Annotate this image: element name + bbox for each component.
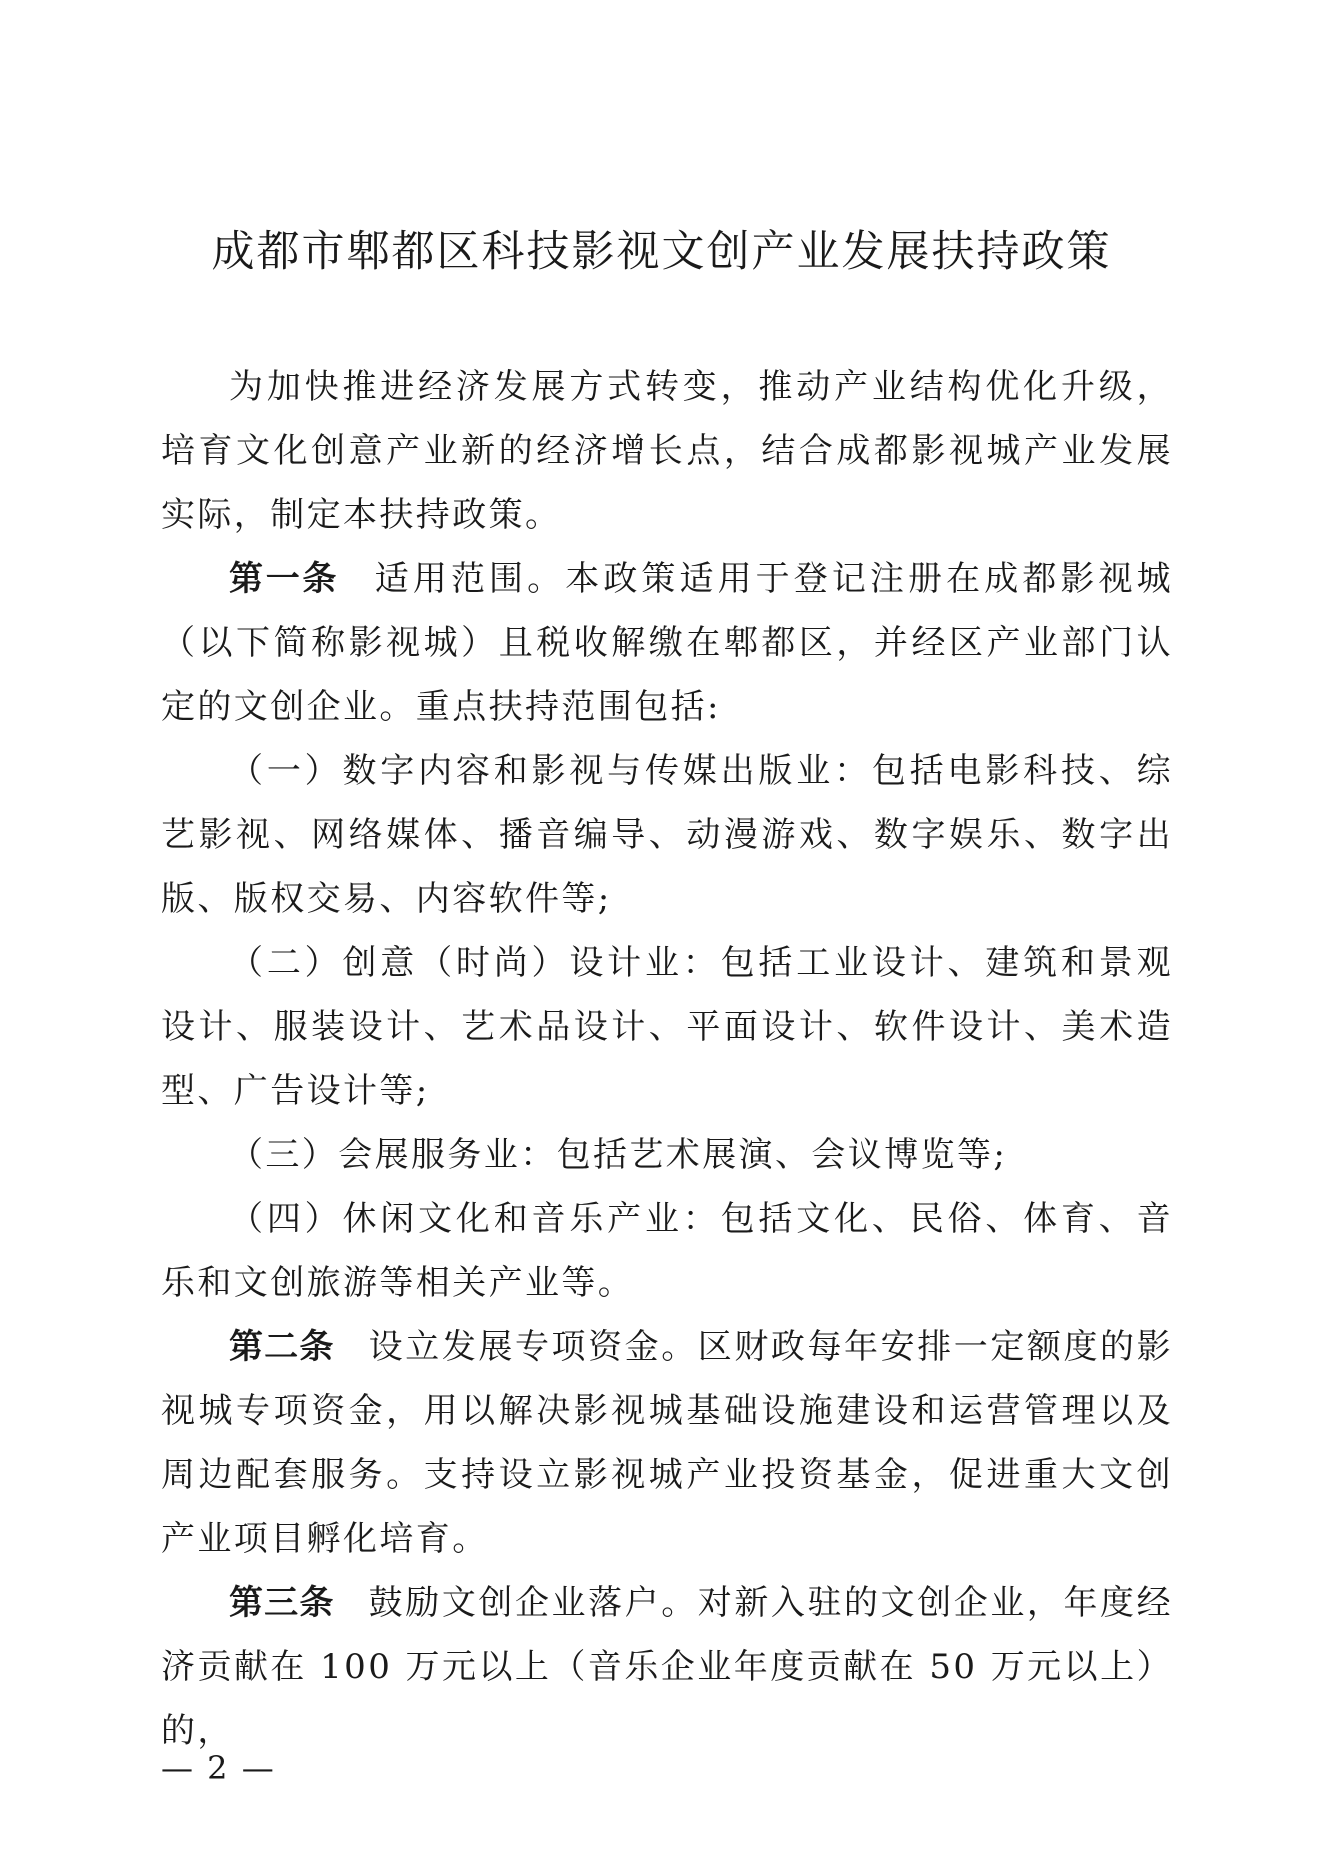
intro-paragraph: 为加快推进经济发展方式转变，推动产业结构优化升级，培育文化创意产业新的经济增长点，结合成都影视城产业发展实际，制定本扶持政策。	[161, 367, 1173, 535]
scope-item-3: （三）会展服务业：包括艺术展演、会议博览等;	[229, 1135, 1008, 1175]
scope-item-1: （一）数字内容和影视与传媒出版业：包括电影科技、综艺影视、网络媒体、播音编导、动漫游戏、数字娱乐、数字出版、版权交易、内容软件等;	[161, 751, 1173, 919]
page-number: — 2 —	[161, 1749, 276, 1787]
article-1-text: 适用范围。本政策适用于登记注册在成都影视城（以下简称影视城）且税收解缴在郫都区，并经区产业部门认定的文创企业。重点扶持范围包括:	[161, 559, 1173, 727]
article-2-label: 第二条	[229, 1327, 335, 1367]
article-1-paragraph	[161, 547, 1173, 739]
article-2-text: 设立发展专项资金。区财政每年安排一定额度的影视城专项资金，用以解决影视城基础设施建设和运营管理以及周边配套服务。支持设立影视城产业投资基金，促进重大文创产业项目孵化培育。	[161, 1327, 1173, 1559]
article-2-paragraph	[161, 1315, 1173, 1571]
scope-item-2: （二）创意（时尚）设计业：包括工业设计、建筑和景观设计、服装设计、艺术品设计、平面设计、软件设计、美术造型、广告设计等;	[161, 943, 1173, 1111]
document-body	[161, 355, 1173, 1763]
article-3-paragraph	[161, 1571, 1173, 1763]
scope-item-4: （四）休闲文化和音乐产业：包括文化、民俗、体育、音乐和文创旅游等相关产业等。	[161, 1199, 1173, 1303]
document-title: 成都市郫都区科技影视文创产业发展扶持政策	[211, 227, 1112, 277]
article-3-label: 第三条	[229, 1583, 335, 1623]
article-3-text: 鼓励文创企业落户。对新入驻的文创企业，年度经济贡献在 100 万元以上（音乐企业年度贡献在 50 万元以上）的，	[161, 1583, 1173, 1751]
article-1-label: 第一条	[229, 559, 340, 599]
